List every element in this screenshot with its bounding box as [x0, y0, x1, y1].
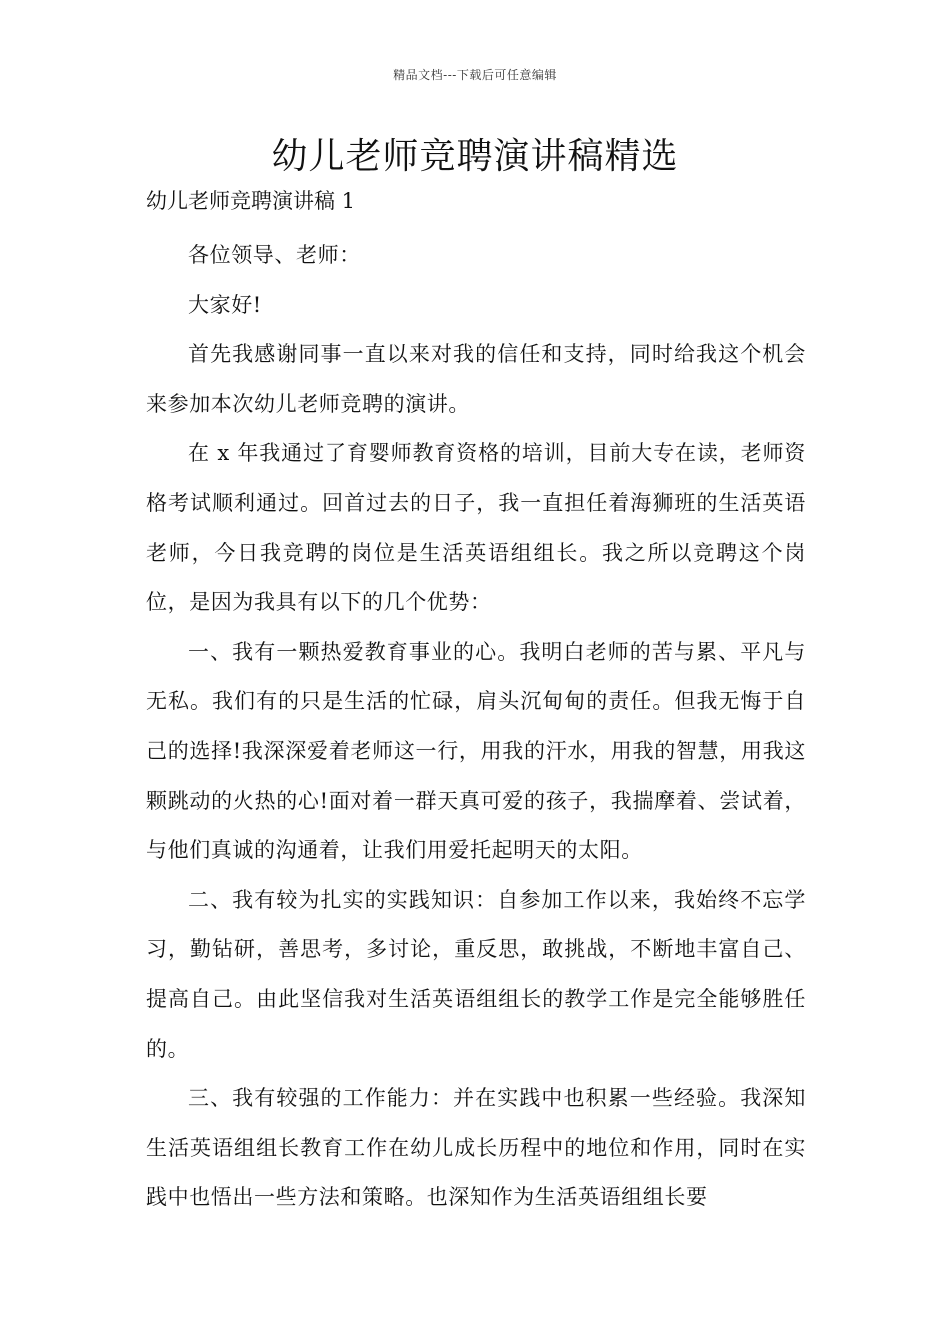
header-note: 精品文档---下载后可任意编辑: [393, 68, 557, 82]
paragraph-salutation: 各位领导、老师：: [188, 243, 361, 267]
paragraph-advantage-3: 三、我有较强的工作能力：并在实践中也积累一些经验。我深知生活英语组组长教育工作在幼儿成长历程中的地位和作用，同时在实践中也悟出一些方法和策略。也深知作为生活英语组组长要: [146, 1086, 806, 1210]
paragraph-background: 在 x 年我通过了育婴师教育资格的培训，目前大专在读，老师资格考试顺利通过。回首过去的日子，我一直担任着海狮班的生活英语老师，今日我竞聘的岗位是生活英语组组长。我之所以竞聘这个岗位，是因为我具有以下的几个优势：: [146, 441, 806, 615]
document-title: 幼儿老师竞聘演讲稿精选: [271, 136, 679, 177]
paragraph-thanks: 首先我感谢同事一直以来对我的信任和支持，同时给我这个机会来参加本次幼儿老师竞聘的演讲。: [146, 342, 806, 416]
document-body: [146, 231, 806, 1223]
paragraph-advantage-1: 一、我有一颗热爱教育事业的心。我明白老师的苦与累、平凡与无私。我们有的只是生活的忙碌，肩头沉甸甸的责任。但我无悔于自己的选择!我深深爱着老师这一行，用我的汗水，用我的智慧，用我这颗跳动的火热的心!面对着一群天真可爱的孩子，我揣摩着、尝试着，与他们真诚的沟通着，让我们用爱托起明天的太阳。: [146, 639, 806, 863]
paragraph-advantage-2: 二、我有较为扎实的实践知识：自参加工作以来，我始终不忘学习，勤钻研，善思考，多讨论，重反思，敢挑战，不断地丰富自己、提高自己。由此坚信我对生活英语组组长的教学工作是完全能够胜任的。: [146, 887, 806, 1061]
speech-subtitle: 幼儿老师竞聘演讲稿 1: [146, 189, 356, 213]
paragraph-greeting: 大家好!: [188, 292, 262, 317]
